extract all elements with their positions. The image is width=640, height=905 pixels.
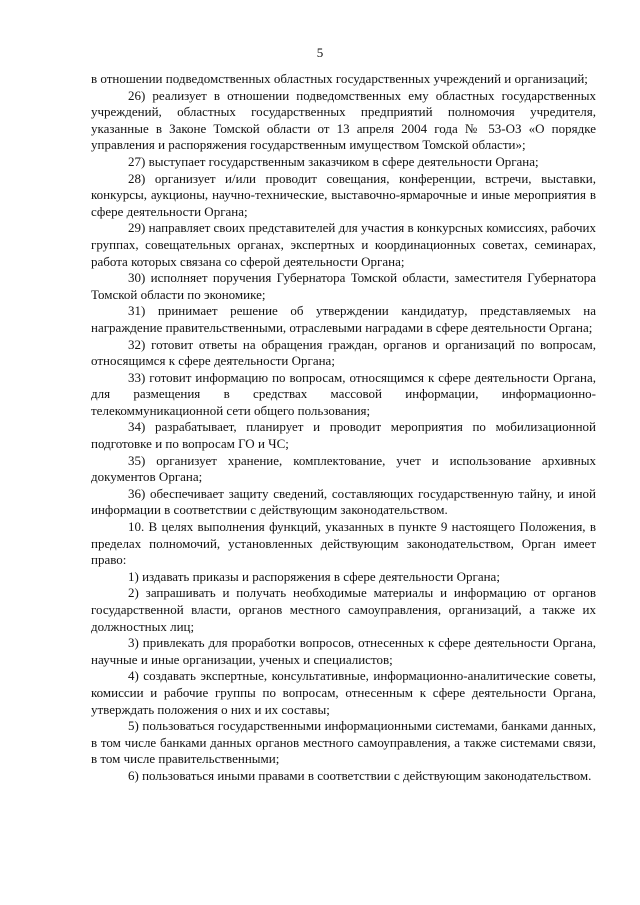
paragraph-item-28: 28) организует и/или проводит совещания, конференции, встречи, выставки, конкурсы, аукционы, научно-технические, выставочно-ярмарочные и иные мероприятия в сфере деятельности Органа;	[91, 170, 596, 219]
paragraph-section-10: 10. В целях выполнения функций, указанных в пункте 9 настоящего Положения, в пределах полномочий, установленных действующим законодательством, Орган имеет право:	[91, 519, 596, 568]
document-body	[91, 71, 596, 785]
paragraph-item-31: 31) принимает решение об утверждении кандидатур, представляемых на награждение правительственными, отраслевыми наградами в сфере деятельности Органа;	[91, 303, 596, 335]
paragraph-item-34: 34) разрабатывает, планирует и проводит мероприятия по мобилизационной подготовке и по вопросам ГО и ЧС;	[91, 419, 596, 452]
paragraph-right-4: 4) создавать экспертные, консультативные, информационно-аналитические советы, комиссии и рабочие группы по вопросам, отнесенным к сфере деятельности Органа, утверждать положения о них и их составы;	[91, 668, 596, 717]
paragraph-right-3: 3) привлекать для проработки вопросов, отнесенных к сфере деятельности Органа, научные и иные организации, ученых и специалистов;	[91, 635, 596, 667]
paragraph-item-32: 32) готовит ответы на обращения граждан, органов и организаций по вопросам, относящимся к сфере деятельности Органа;	[91, 336, 596, 369]
paragraph-continuation: в отношении подведомственных областных государственных учреждений и организаций;	[91, 71, 588, 86]
paragraph-item-26: 26) реализует в отношении подведомственных ему областных государственных учреждений, областных государственных предприятий полномочия учредителя, указанные в Законе Томской области от 13 апреля 2004 года № 53-ОЗ «О порядке управления и распоряжения государственным имуществом Томской области»;	[91, 87, 596, 153]
paragraph-right-2: 2) запрашивать и получать необходимые материалы и информацию от органов государственной власти, органов местного самоуправления, организаций, а также их должностных лиц;	[91, 585, 596, 634]
paragraph-item-27: 27) выступает государственным заказчиком в сфере деятельности Органа;	[128, 153, 539, 169]
paragraph-item-33: 33) готовит информацию по вопросам, относящимся к сфере деятельности Органа, для размещения в средствах массовой информации, информационно-телекоммуникационной сети общего пользования;	[91, 369, 596, 418]
paragraph-right-1: 1) издавать приказы и распоряжения в сфере деятельности Органа;	[128, 568, 500, 584]
paragraph-right-5: 5) пользоваться государственными информационными системами, банками данных, в том числе банками данных органов местного самоуправления, а также системами связи, в том числе правительственными;	[91, 718, 596, 767]
paragraph-item-30: 30) исполняет поручения Губернатора Томской области, заместителя Губернатора Томской области по экономике;	[91, 270, 596, 302]
paragraph-item-29: 29) направляет своих представителей для участия в конкурсных комиссиях, рабочих группах, совещательных органах, экспертных и координационных советах, семинарах, работа которых связана со сферой деятельности Органа;	[91, 220, 596, 269]
paragraph-right-6: 6) пользоваться иными правами в соответствии с действующим законодательством.	[128, 767, 592, 783]
paragraph-item-36: 36) обеспечивает защиту сведений, составляющих государственную тайну, и иной информации в соответствии с действующим законодательством.	[91, 485, 596, 518]
paragraph-item-35: 35) организует хранение, комплектование, учет и использование архивных документов Органа;	[91, 452, 596, 485]
page-number: 5	[316, 45, 324, 60]
